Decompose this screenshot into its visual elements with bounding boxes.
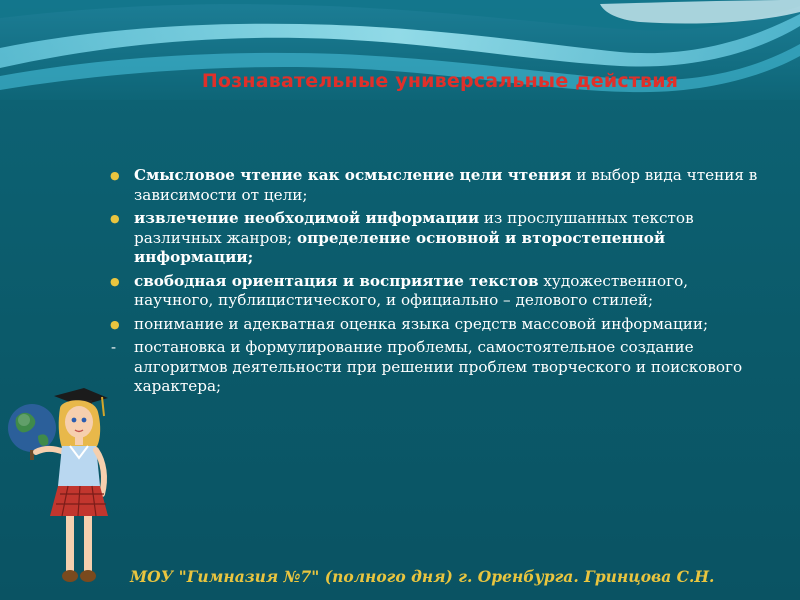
bullet-text: понимание и адекватная оценка языка средств массовой информации; — [134, 314, 709, 333]
bullet-marker-icon: ● — [110, 169, 120, 182]
bullet-text-bold: Смысловое чтение как осмысление цели чтения — [134, 166, 572, 184]
bullet-text-bold: извлечение необходимой информации — [134, 209, 480, 227]
bullet-text: и выбор вида чтения в зависимости от цели; — [134, 166, 758, 204]
bullet-item — [108, 209, 768, 268]
bullet-list — [108, 166, 768, 401]
bullet-marker-icon: ● — [110, 274, 120, 288]
slide-title: Познавательные универсальные действия — [201, 70, 679, 92]
footer-credit: МОУ "Гимназия №7" (полного дня) г. Оренбурга. Гринцова С.Н. — [130, 567, 715, 586]
bullet-marker-icon: ● — [110, 212, 120, 225]
bullet-item — [108, 272, 768, 311]
bullet-text: из прослушанных текстов различных жанров; — [134, 209, 694, 247]
schoolgirl-with-globe-illustration — [4, 382, 114, 590]
dash-marker: - — [111, 338, 117, 356]
bullet-item — [108, 315, 768, 335]
bullet-item — [108, 338, 768, 397]
bullet-marker-icon: ● — [110, 317, 120, 331]
bullet-item — [108, 166, 768, 205]
bullet-text: постановка и формулирование проблемы, самостоятельное создание алгоритмов деятельности при решении проблем творческого и поискового характера; — [134, 338, 743, 395]
bullet-text-bold: определение основной и второстепенной информации; — [134, 228, 666, 266]
bullet-text: художественного, научного, публицистического, и официально – делового стилей; — [134, 271, 689, 309]
bullet-text-bold: свободная ориентация и восприятие текстов — [134, 271, 539, 290]
